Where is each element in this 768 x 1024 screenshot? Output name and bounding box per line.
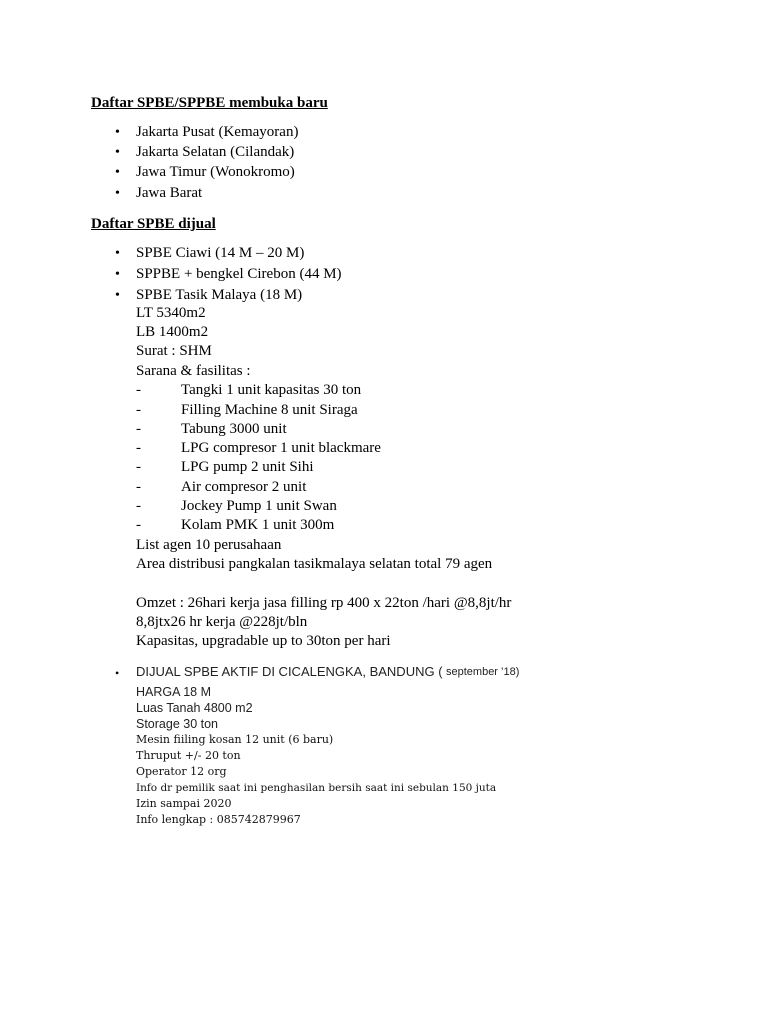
facility-item: Air compresor 2 unit bbox=[181, 479, 307, 495]
bullet-icon: • bbox=[115, 666, 120, 680]
dash-marker: - bbox=[136, 498, 141, 514]
facility-item: Tabung 3000 unit bbox=[181, 421, 287, 437]
facility-item: Filling Machine 8 unit Siraga bbox=[181, 402, 358, 418]
cicalengka-luas: Luas Tanah 4800 m2 bbox=[136, 701, 253, 715]
heading-spbe-baru: Daftar SPBE/SPPBE membuka baru bbox=[91, 95, 328, 111]
tasik-omzet-line1: Omzet : 26hari kerja jasa filling rp 400 x 22ton /hari @8,8jt/hr bbox=[136, 595, 512, 611]
facility-item: Jockey Pump 1 unit Swan bbox=[181, 498, 337, 514]
tasik-lb: LB 1400m2 bbox=[136, 324, 209, 340]
dash-marker: - bbox=[136, 440, 141, 456]
tasik-surat: Surat : SHM bbox=[136, 343, 212, 359]
dash-marker: - bbox=[136, 459, 141, 475]
tasik-kapasitas: Kapasitas, upgradable up to 30ton per hari bbox=[136, 633, 391, 649]
tasik-area: Area distribusi pangkalan tasikmalaya selatan total 79 agen bbox=[136, 556, 493, 572]
facility-item: Kolam PMK 1 unit 300m bbox=[181, 517, 335, 533]
facility-item: Tangki 1 unit kapasitas 30 ton bbox=[181, 382, 362, 398]
tasik-omzet-line2: 8,8jtx26 hr kerja @228jt/bln bbox=[136, 614, 308, 630]
heading-spbe-dijual: Daftar SPBE dijual bbox=[91, 216, 216, 232]
dash-marker: - bbox=[136, 382, 141, 398]
tasik-sarana-label: Sarana & fasilitas : bbox=[136, 363, 251, 379]
cicalengka-operator: Operator 12 org bbox=[136, 765, 227, 778]
tasik-agen: List agen 10 perusahaan bbox=[136, 537, 282, 553]
cicalengka-info-lengkap: Info lengkap : 085742879967 bbox=[136, 813, 301, 826]
cicalengka-mesin: Mesin fiiling kosan 12 unit (6 baru) bbox=[136, 733, 334, 746]
dash-marker: - bbox=[136, 517, 141, 533]
tasik-lt: LT 5340m2 bbox=[136, 305, 206, 321]
bullet-icon: • bbox=[115, 125, 120, 140]
document-page: Daftar SPBE/SPPBE membuka baru • Jakarta Pusat (Kemayoran) • Jakarta Selatan (Cilandak) • Jawa Timur (Wonokromo) • Jawa Barat Daftar SPBE dijual • SPBE Ciawi (14 M – 20 M) • SPPBE + bengkel Cirebon (44 M) • SPBE Tasik Malaya (18 M) LT 5340m2 LB 1400m2 Surat : SHM Sarana & fasilitas : - Tangki 1 unit kapasitas 30 ton - Filling Machine 8 unit Siraga - Tabung 3000 unit - LPG compresor 1 unit blackmare - LPG pump 2 unit Sihi - Air compresor 2 unit - Jockey Pump 1 unit Swan - Kolam PMK 1 unit 300m List agen 10 perusahaan Area distribusi pangkalan tasikmalaya selatan total 79 agen Omzet : 26hari kerja jasa filling rp 400 x 22ton /hari @8,8jt/hr 8,8jtx26 hr kerja @228jt/bln Kapasitas, upgradable up to 30ton per hari • DIJUAL SPBE AKTIF DI CICALENGKA, BANDUNG ( september ’18) HARGA 18 M Luas Tanah 4800 m2 Storage 30 ton Mesin fiiling kosan 12 unit (6 baru) Thruput +/- 20 ton Operator 12 org Info dr pemilik saat ini penghasilan bersih saat ini sebulan 150 juta Izin sampai 2020 Info lengkap : 085742879967 bbox=[91, 95, 520, 826]
dash-marker: - bbox=[136, 479, 141, 495]
cicalengka-thruput: Thruput +/- 20 ton bbox=[136, 749, 241, 762]
facility-item: LPG pump 2 unit Sihi bbox=[181, 459, 314, 475]
bullet-icon: • bbox=[115, 267, 120, 282]
bullet-icon: • bbox=[115, 165, 120, 180]
cicalengka-date: september ’18) bbox=[446, 666, 520, 678]
bullet-icon: • bbox=[115, 186, 120, 201]
cicalengka-info-pemilik: Info dr pemilik saat ini penghasilan bersih saat ini sebulan 150 juta bbox=[136, 782, 497, 794]
dash-marker: - bbox=[136, 402, 141, 418]
bullet-icon: • bbox=[115, 288, 120, 303]
bullet-icon: • bbox=[115, 246, 120, 261]
dash-marker: - bbox=[136, 421, 141, 437]
cicalengka-izin: Izin sampai 2020 bbox=[136, 797, 232, 810]
cicalengka-harga: HARGA 18 M bbox=[136, 685, 212, 699]
cicalengka-storage: Storage 30 ton bbox=[136, 717, 219, 731]
cicalengka-title: DIJUAL SPBE AKTIF DI CICALENGKA, BANDUNG ( bbox=[136, 664, 443, 679]
facility-item: LPG compresor 1 unit blackmare bbox=[181, 440, 381, 456]
bullet-icon: • bbox=[115, 145, 120, 160]
